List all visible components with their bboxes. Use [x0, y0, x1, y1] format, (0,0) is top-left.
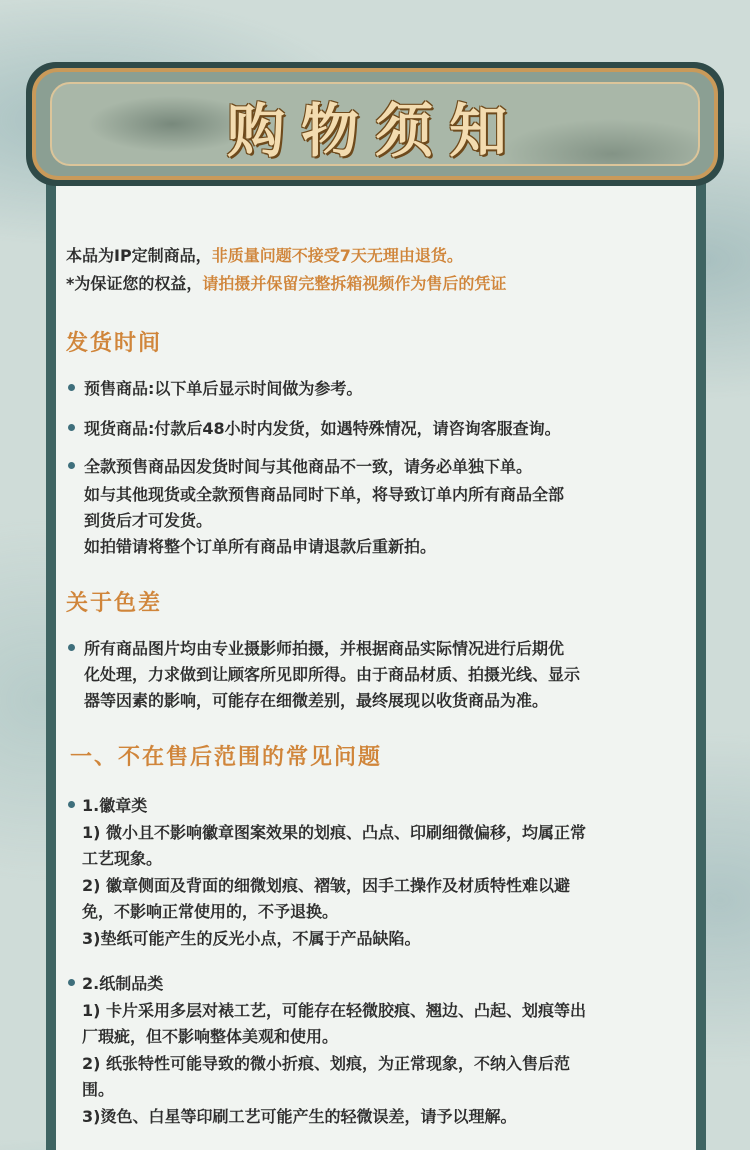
badge-line: 3)垫纸可能产生的反光小点，不属于产品缺陷。 — [82, 929, 421, 948]
title-banner — [26, 62, 724, 186]
section-heading-color: 关于色差 — [66, 591, 163, 616]
paper-line: 厂瑕疵，但不影响整体美观和使用。 — [82, 1027, 339, 1046]
shipping-item-3-line: 如拍错请将整个订单所有商品申请退款后重新拍。 — [84, 537, 437, 556]
shipping-item-1: 预售商品:以下单后显示时间做为参考。 — [84, 379, 363, 398]
paper-line: 2) 纸张特性可能导致的微小折痕、划痕，为正常现象，不纳入售后范 — [82, 1054, 571, 1073]
color-line: 化处理，力求做到让顾客所见即所得。由于商品材质、拍摄光线、显示 — [84, 665, 581, 684]
page-title: 购物须知 — [226, 97, 523, 165]
bullet-dot — [68, 424, 75, 431]
bullet-dot — [68, 979, 75, 986]
paper-line: 1) 卡片采用多层对裱工艺，可能存在轻微胶痕、翘边、凸起、划痕等出 — [82, 1001, 587, 1020]
bullet-dot — [68, 384, 75, 391]
paper-line: 围。 — [82, 1080, 115, 1099]
bullet-dot — [68, 644, 75, 651]
shipping-item-3-line: 如与其他现货或全款预售商品同时下单，将导致订单内所有商品全部 — [84, 485, 565, 504]
badge-line: 2) 徽章侧面及背面的细微划痕、褶皱，因手工操作及材质特性难以避 — [82, 876, 571, 895]
bullet-dot — [68, 462, 75, 469]
notice-text: 本品为IP定制商品， — [66, 246, 212, 265]
shipping-item-2: 现货商品:付款后48小时内发货，如遇特殊情况，请咨询客服查询。 — [84, 419, 561, 438]
shipping-item-3-line: 全款预售商品因发货时间与其他商品不一致，请务必单独下单。 — [84, 457, 533, 476]
badge-line: 1) 微小且不影响徽章图案效果的划痕、凸点、印刷细微偏移，均属正常 — [82, 823, 587, 842]
paper-line: 3)烫色、白星等印刷工艺可能产生的轻微误差，请予以理解。 — [82, 1107, 517, 1126]
notice-highlight: 请拍摄并保留完整拆箱视频作为售后的凭证 — [202, 274, 507, 293]
shipping-item-3-line: 到货后才可发货。 — [84, 511, 213, 530]
notice-text: *为保证您的权益， — [66, 274, 203, 293]
badge-line: 免，不影响正常使用的，不予退换。 — [82, 902, 339, 921]
color-line: 器等因素的影响，可能存在细微差别，最终展现以收货商品为准。 — [84, 691, 549, 710]
section-heading-shipping: 发货时间 — [66, 331, 163, 356]
badge-line: 工艺现象。 — [82, 849, 163, 868]
color-line: 所有商品图片均由专业摄影师拍摄，并根据商品实际情况进行后期优 — [84, 639, 565, 658]
badge-category-title: 1.徽章类 — [82, 796, 148, 815]
paper-category-title: 2.纸制品类 — [82, 974, 164, 993]
notice-line-1 — [66, 243, 463, 269]
notice-line-2 — [66, 271, 506, 297]
notice-highlight: 非质量问题不接受7天无理由退货。 — [211, 246, 463, 265]
bullet-dot — [68, 801, 75, 808]
section-heading-aftersale: 一、不在售后范围的常见问题 — [70, 745, 383, 770]
